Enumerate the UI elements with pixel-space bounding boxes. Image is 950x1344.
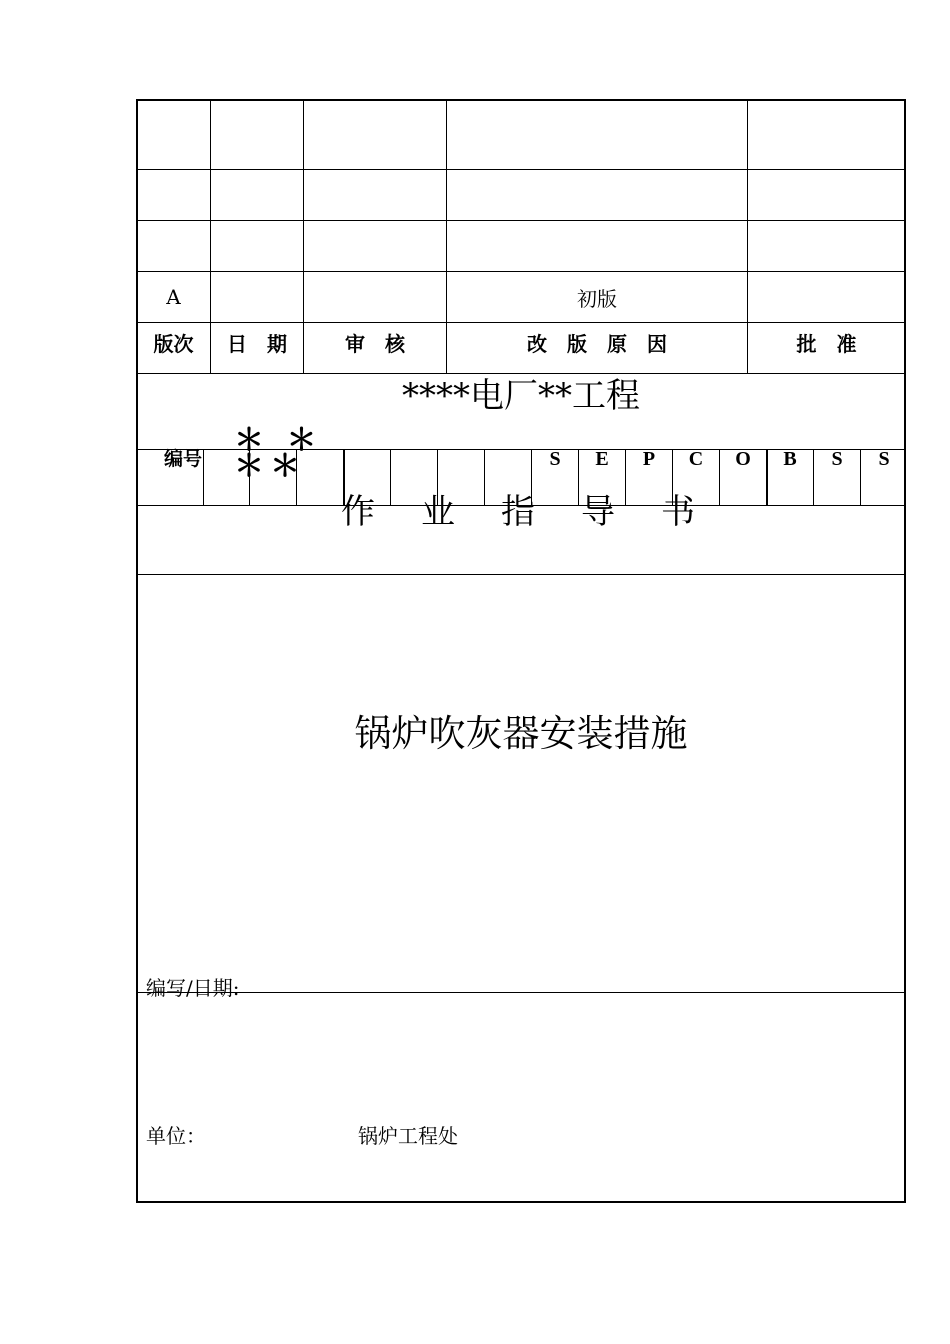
table-rule xyxy=(136,220,906,221)
document-type: 作 业 指 导 书 xyxy=(341,492,701,532)
main-title: 锅炉吹灰器安装措施 xyxy=(354,712,688,755)
revision-cell-version: A xyxy=(166,285,181,309)
title-section-rule xyxy=(136,574,906,575)
header-review: 审 核 xyxy=(345,331,405,356)
header-version: 版次 xyxy=(153,331,194,356)
document-frame xyxy=(136,99,906,1203)
code-letter: B xyxy=(783,448,797,470)
code-letter: S xyxy=(549,448,561,470)
code-letter: S xyxy=(878,448,890,470)
code-label: 编号 xyxy=(164,448,203,470)
revision-cell-approval xyxy=(748,272,905,322)
code-prefix: ＊ ＊ ＊＊ xyxy=(234,423,323,484)
code-letter: P xyxy=(642,448,656,470)
code-letter: E xyxy=(595,448,609,470)
revision-cell-review xyxy=(304,272,446,322)
code-letter: O xyxy=(735,448,751,470)
code-letter: C xyxy=(688,448,704,470)
revision-cell-date xyxy=(211,272,303,322)
unit-label: 单位： xyxy=(146,1124,206,1148)
unit-value: 锅炉工程处 xyxy=(358,1124,458,1148)
writer-date-label: 编写/日期: xyxy=(146,976,240,1000)
table-rule xyxy=(136,169,906,170)
header-reason: 改 版 原 因 xyxy=(527,331,667,356)
revision-cell-reason: 初版 xyxy=(577,286,617,311)
code-letter: S xyxy=(831,448,843,470)
project-title: ****电厂**工程 xyxy=(402,376,640,416)
header-approval: 批 准 xyxy=(796,331,857,356)
writer-rule xyxy=(136,992,906,993)
header-date: 日 期 xyxy=(227,331,287,356)
